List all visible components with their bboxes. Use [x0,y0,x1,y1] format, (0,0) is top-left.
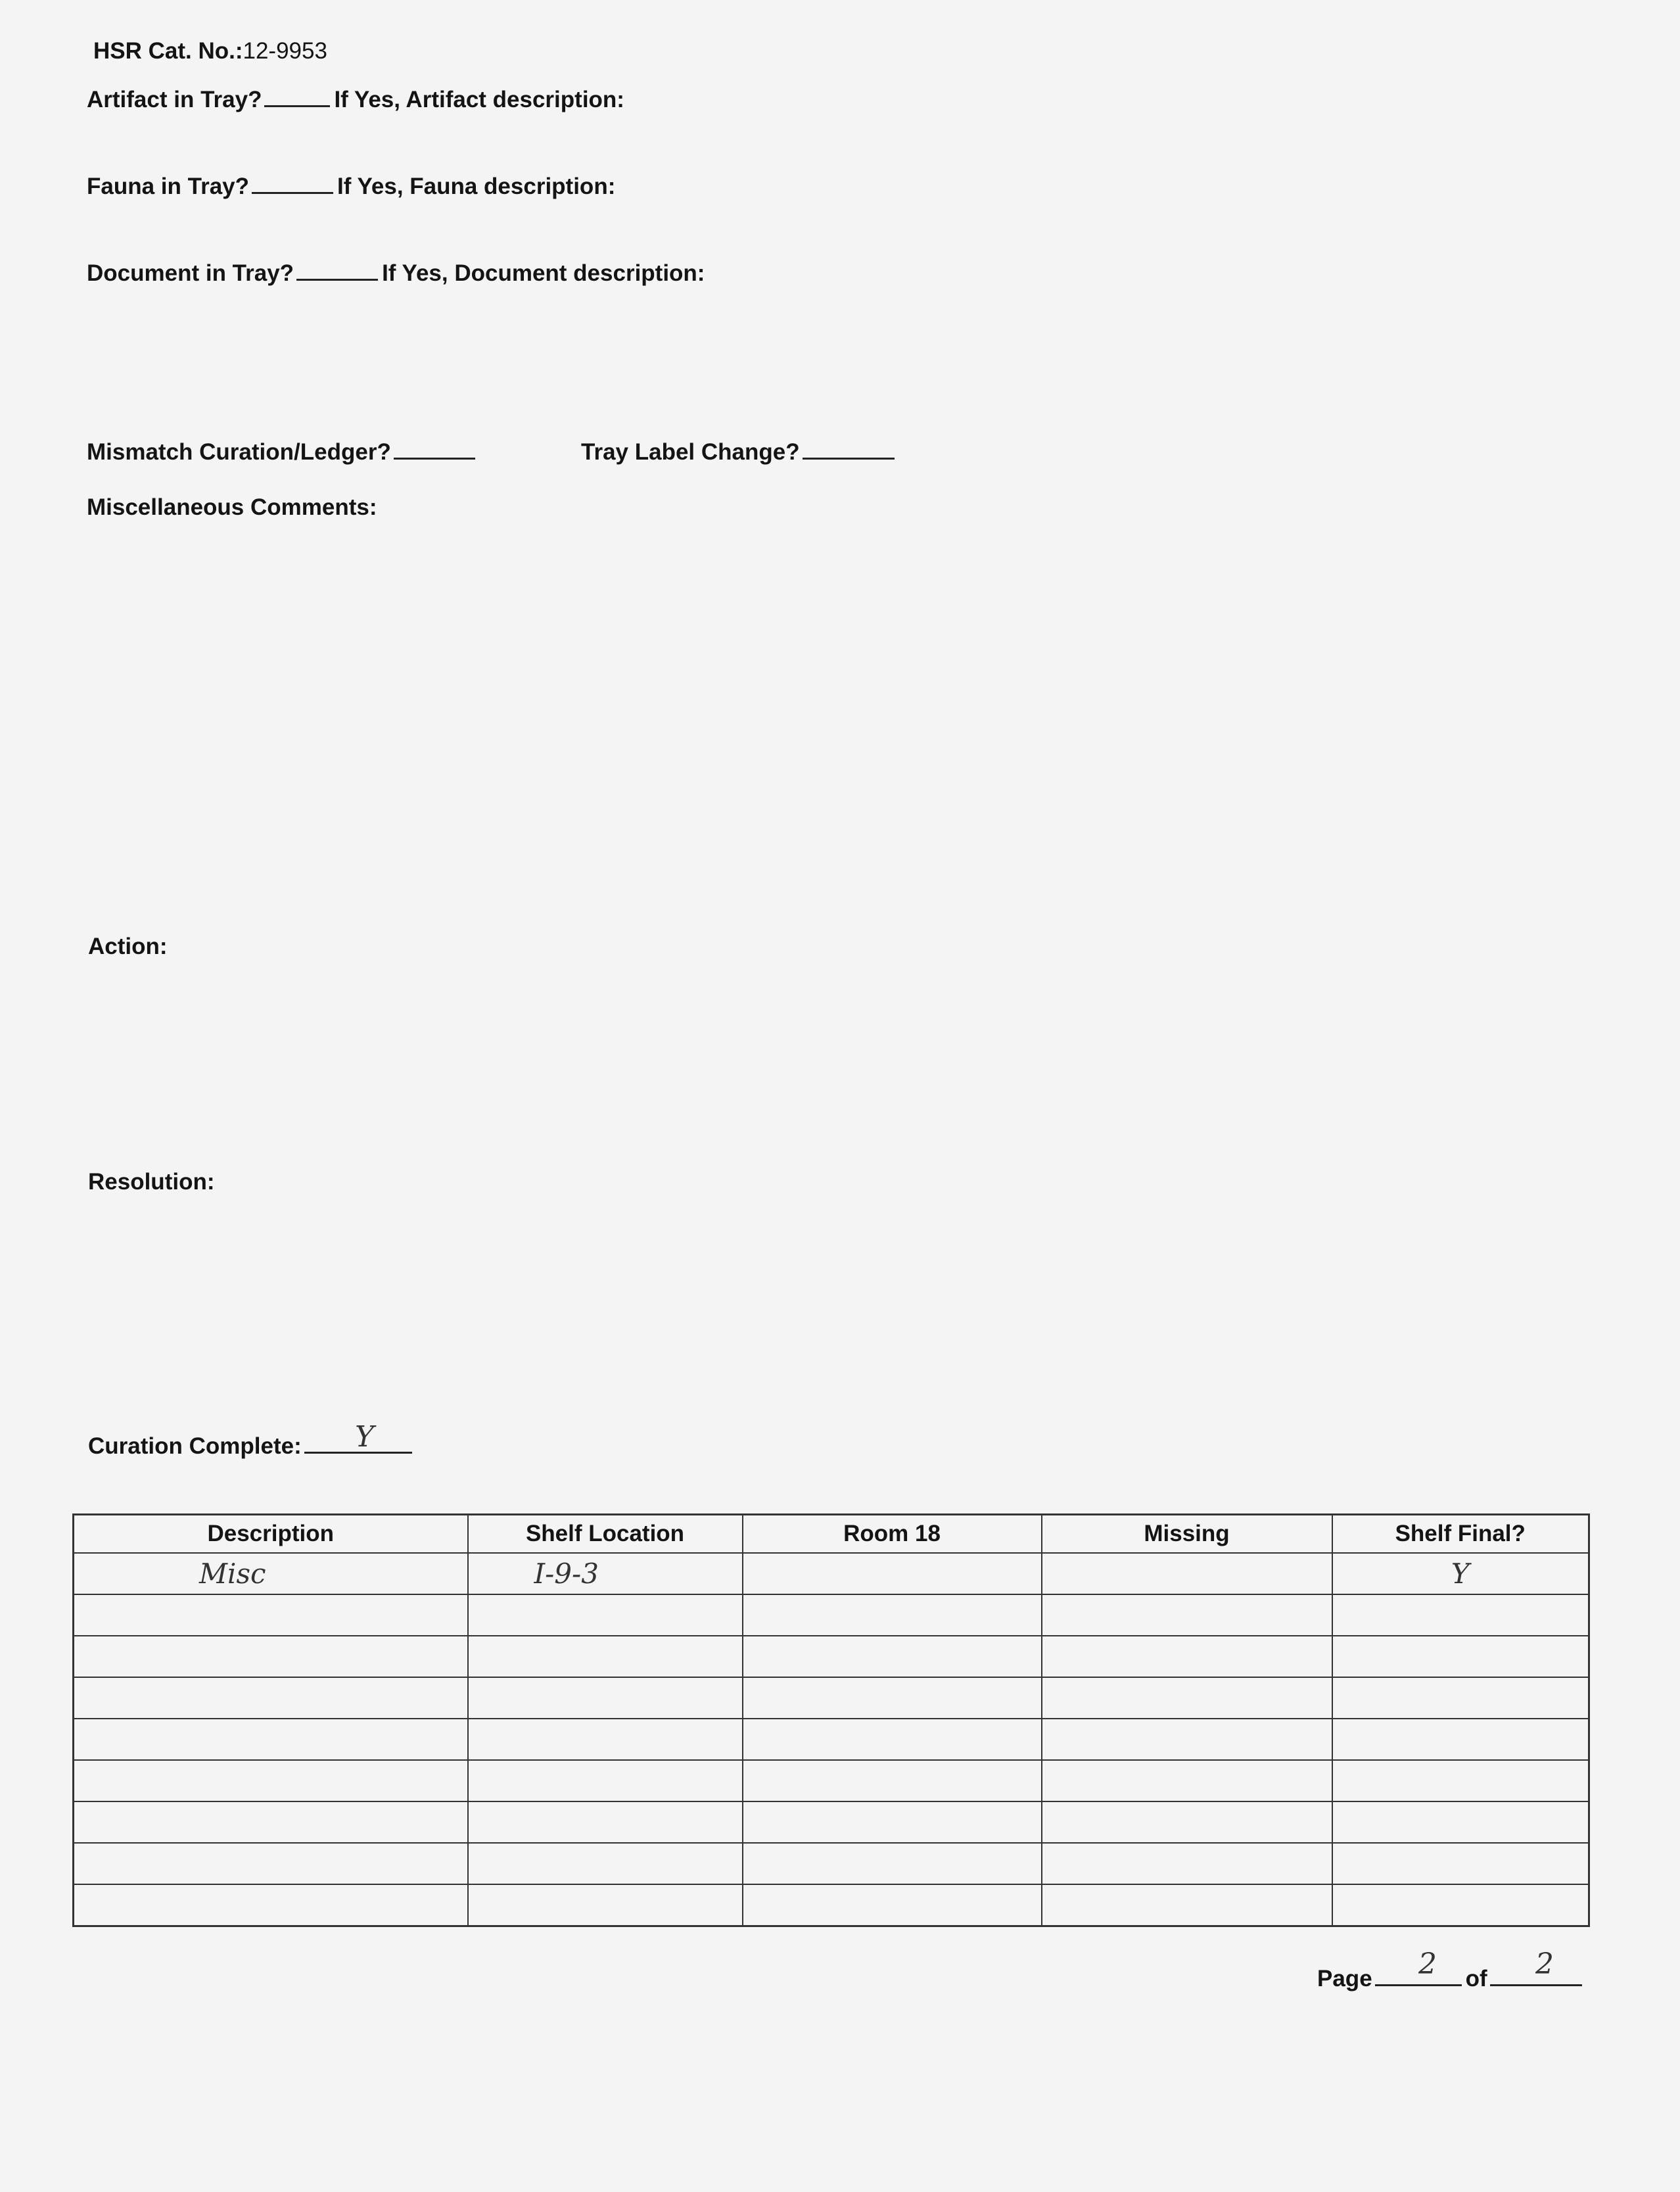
mismatch-row [87,438,479,465]
table-row [74,1594,1589,1636]
tray-label-blank[interactable] [803,438,895,460]
misc-comments-label: Miscellaneous Comments: [87,494,377,520]
cell-description[interactable] [74,1594,468,1636]
cell-shelf-final[interactable] [1332,1760,1589,1801]
cell-shelf-location[interactable]: I-9-3 [468,1553,743,1594]
table-row [74,1553,1589,1594]
table-row [74,1843,1589,1884]
tray-label-row [581,438,898,465]
cell-shelf-location[interactable] [468,1636,743,1677]
curation-table [72,1513,1590,1927]
cell-shelf-location[interactable] [468,1760,743,1801]
document-question: Document in Tray? [87,260,294,286]
cell-room-18[interactable] [743,1636,1042,1677]
artifact-row [87,85,624,113]
table-row [74,1636,1589,1677]
cell-shelf-location[interactable] [468,1801,743,1843]
tray-label-question: Tray Label Change? [581,439,800,465]
cell-description[interactable] [74,1636,468,1677]
cell-description[interactable] [74,1801,468,1843]
cell-shelf-location[interactable] [468,1594,743,1636]
cell-missing[interactable] [1042,1884,1332,1926]
cell-shelf-final[interactable] [1332,1801,1589,1843]
page-total-value: 2 [1535,1947,1554,1981]
cell-description[interactable] [74,1719,468,1760]
col-missing: Missing [1042,1515,1332,1554]
cell-room-18[interactable] [743,1884,1042,1926]
hsr-cat-number [93,38,327,64]
cell-shelf-location[interactable] [468,1677,743,1719]
table-header-row [74,1515,1589,1554]
cell-missing[interactable] [1042,1843,1332,1884]
artifact-question: Artifact in Tray? [87,87,262,112]
cell-room-18[interactable] [743,1677,1042,1719]
cell-shelf-final[interactable] [1332,1884,1589,1926]
cell-shelf-final[interactable] [1332,1677,1589,1719]
cell-room-18[interactable] [743,1719,1042,1760]
mismatch-blank[interactable] [394,438,475,460]
cell-shelf-final[interactable] [1332,1594,1589,1636]
table-row [74,1677,1589,1719]
artifact-description-label: If Yes, Artifact description: [334,87,624,112]
action-label: Action: [88,934,168,959]
cell-description[interactable]: Misc [74,1553,468,1594]
curation-complete-label: Curation Complete: [88,1433,302,1459]
cell-description[interactable] [74,1843,468,1884]
mismatch-question: Mismatch Curation/Ledger? [87,439,391,465]
col-shelf-final: Shelf Final? [1332,1515,1589,1554]
document-blank[interactable] [296,259,378,281]
cell-shelf-location[interactable] [468,1719,743,1760]
cell-missing[interactable] [1042,1553,1332,1594]
document-description-label: If Yes, Document description: [382,260,705,286]
cell-description[interactable] [74,1677,468,1719]
cell-missing[interactable] [1042,1760,1332,1801]
cat-label: HSR Cat. No.: [93,38,243,64]
table-row [74,1884,1589,1926]
cell-shelf-location[interactable] [468,1884,743,1926]
curation-complete-value: Y [355,1420,375,1454]
table-row [74,1719,1589,1760]
fauna-question: Fauna in Tray? [87,174,249,199]
artifact-blank[interactable] [264,85,330,107]
cell-shelf-final[interactable] [1332,1636,1589,1677]
cell-room-18[interactable] [743,1843,1042,1884]
fauna-row [87,172,615,200]
cell-missing[interactable] [1042,1801,1332,1843]
resolution-label: Resolution: [88,1169,215,1195]
cat-value: 12-9953 [243,38,327,64]
cell-missing[interactable] [1042,1636,1332,1677]
cell-shelf-final[interactable] [1332,1719,1589,1760]
fauna-description-label: If Yes, Fauna description: [337,174,616,199]
of-label: of [1465,1966,1487,1991]
fauna-blank[interactable] [252,172,333,194]
table-row [74,1760,1589,1801]
cell-shelf-location[interactable] [468,1843,743,1884]
table-row [74,1801,1589,1843]
cell-room-18[interactable] [743,1553,1042,1594]
cell-missing[interactable] [1042,1677,1332,1719]
page-number-value: 2 [1418,1947,1437,1981]
cell-missing[interactable] [1042,1594,1332,1636]
col-description: Description [74,1515,468,1554]
cell-missing[interactable] [1042,1719,1332,1760]
cell-description[interactable] [74,1884,468,1926]
cell-room-18[interactable] [743,1594,1042,1636]
col-shelf-location: Shelf Location [468,1515,743,1554]
document-row [87,259,705,287]
cell-room-18[interactable] [743,1801,1042,1843]
cell-description[interactable] [74,1760,468,1801]
page-label: Page [1317,1966,1372,1991]
cell-room-18[interactable] [743,1760,1042,1801]
cell-shelf-final[interactable]: Y [1332,1553,1589,1594]
cell-shelf-final[interactable] [1332,1843,1589,1884]
col-room-18: Room 18 [743,1515,1042,1554]
